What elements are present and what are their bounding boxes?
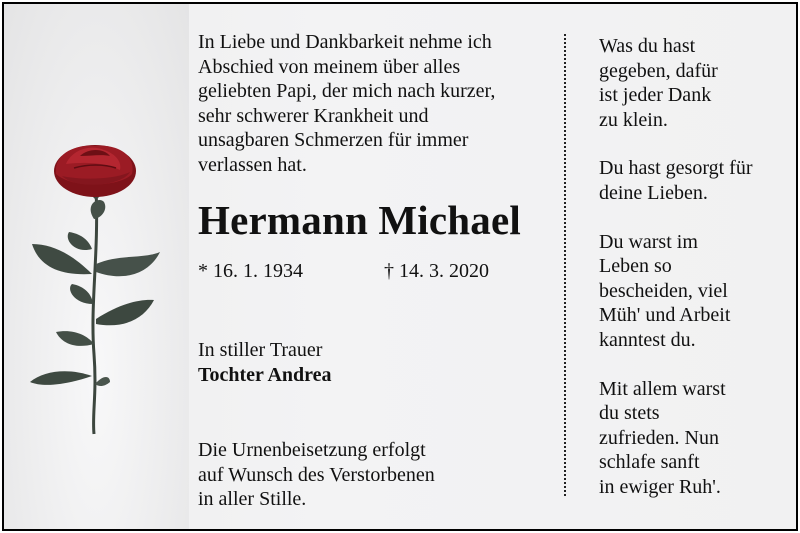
rose-icon — [4, 4, 189, 529]
verse-stanza: Was du hast gegeben, dafür ist jeder Dank zu klein. — [599, 35, 718, 131]
verse-stanza: Mit allem warst du stets zufrieden. Nun schlafe sanft in ewiger Ruh'. — [599, 377, 726, 498]
birth-date: * 16. 1. 1934 — [198, 260, 303, 282]
burial-line: Die Urnenbeisetzung erfolgt — [198, 439, 426, 461]
verse-stanza: Du hast gesorgt für deine Lieben. — [599, 157, 753, 204]
verse-stanza: Du warst im Leben so bescheiden, viel Müh' und Arbeit kanntest du. — [599, 230, 731, 351]
intro-line: sehr schwerer Krankheit und — [198, 104, 429, 127]
burial-note — [198, 438, 435, 512]
intro-text — [198, 30, 548, 178]
verse-column — [599, 34, 784, 524]
intro-line: verlassen hat. — [198, 153, 307, 176]
death-date: † 14. 3. 2020 — [384, 260, 489, 282]
mourners — [198, 338, 332, 387]
mourning-label: In stiller Trauer — [198, 339, 323, 361]
dotted-divider — [564, 34, 566, 496]
burial-line: in aller Stille. — [198, 488, 307, 511]
life-dates — [198, 260, 489, 283]
intro-line: geliebten Papi, der mich nach kurzer, — [198, 80, 496, 103]
mourner-name: Tochter Andrea — [198, 363, 332, 386]
intro-line: unsagbaren Schmerzen für immer — [198, 129, 469, 152]
obituary-notice — [2, 2, 798, 531]
deceased-name: Hermann Michael — [198, 197, 521, 243]
burial-line: auf Wunsch des Verstorbenen — [198, 463, 435, 486]
intro-line: In Liebe und Dankbarkeit nehme ich — [198, 31, 492, 53]
intro-line: Abschied von meinem über alles — [198, 55, 461, 78]
rose-image — [4, 4, 189, 529]
